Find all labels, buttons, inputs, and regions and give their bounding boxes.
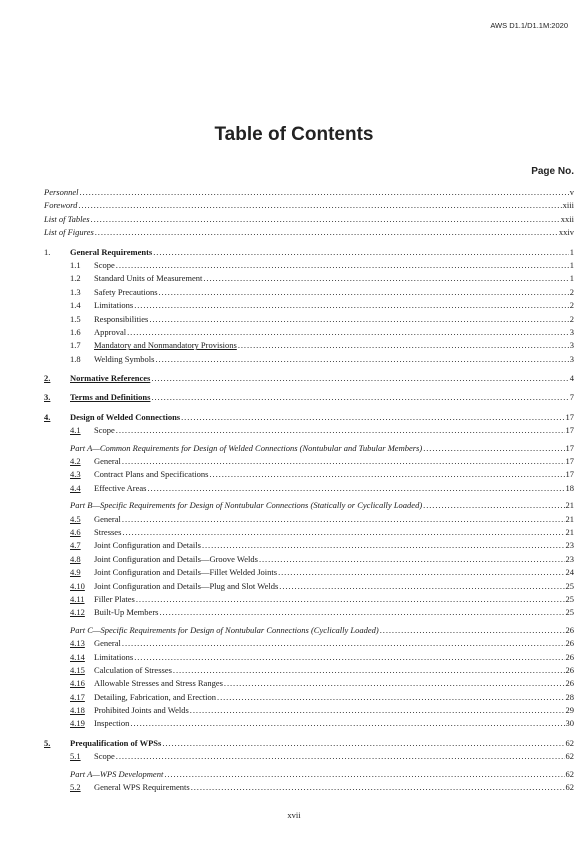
toc-label: Personnel [44,187,79,197]
toc-page: 29 [565,705,574,716]
chapter-number: 3. [44,392,51,403]
chapter-title: Prequalification of WPSs [70,737,162,748]
section-number: 1.6 [70,326,81,337]
toc-label: Joint Configuration and Details [94,540,201,551]
toc-page: 17 [565,442,574,453]
toc-label: Approval [94,326,127,337]
section-number: 4.12 [70,607,85,618]
toc-page: 62 [565,751,574,762]
chapter-number: 1. [44,246,51,257]
section-number: 1.3 [70,286,81,297]
toc-page: 26 [565,638,574,649]
toc-page: 25 [565,593,574,604]
toc-entry[interactable] [44,566,574,579]
section-number: 4.1 [70,425,81,436]
part-title: Part A—WPS Development [70,768,164,779]
section-number: 1.7 [70,340,81,351]
toc-page: 1 [569,246,574,257]
toc-label: General [94,456,121,467]
toc-label: Joint Configuration and Details—Groove Welds [94,553,258,564]
toc-page: 4 [569,373,574,384]
toc-entry[interactable] [44,781,574,794]
toc-page: 28 [565,691,574,702]
section-number: 5.2 [70,782,81,793]
toc-label: Detailing, Fabrication, and Erection [94,691,217,702]
toc-page: xxiv [558,227,574,238]
toc-page: 2 [569,286,574,297]
chapter-number: 2. [44,373,51,384]
toc-entry[interactable] [44,286,574,299]
toc-entry[interactable] [44,186,574,199]
section-number: 4.16 [70,678,85,689]
toc-label: Allowable Stresses and Stress Ranges [94,678,223,689]
section-number: 4.7 [70,540,81,551]
toc-entry[interactable] [44,677,574,690]
toc-entry[interactable] [44,468,574,481]
toc-page: 62 [565,768,574,779]
toc-entry[interactable] [44,482,574,495]
toc-page: 25 [565,607,574,618]
chapter-number: 4. [44,411,51,422]
toc-entry[interactable] [44,353,574,366]
toc-label: Scope [94,425,115,436]
toc-label: Scope [94,259,115,270]
toc-page: 1 [569,273,574,284]
toc-entry[interactable] [44,339,574,352]
toc-page: 1 [569,259,574,270]
section-number: 4.5 [70,513,81,524]
toc-label: Limitations [94,300,134,311]
toc-page: 26 [565,678,574,689]
toc-label: Built-Up Members [94,607,159,618]
toc-label: Mandatory and Nonmandatory Provisions [94,340,237,351]
chapter-title: Design of Welded Connections [70,411,181,422]
part-title: Part B—Specific Requirements for Design of Nontubular Connections (Statically or Cyclically Loaded) [70,500,423,511]
toc-entry[interactable] [44,272,574,285]
toc-label: Filler Plates [94,593,135,604]
toc-entry[interactable] [44,299,574,312]
section-number: 4.13 [70,638,85,649]
toc-label: General WPS Requirements [94,782,190,793]
section-number: 1.5 [70,313,81,324]
running-header: AWS D1.1/D1.1M:2020 [490,21,568,30]
toc-page: 3 [569,353,574,364]
toc-page: 21 [565,513,574,524]
section-number: 1.4 [70,300,81,311]
toc-label: Foreword [44,200,78,211]
toc-page: 7 [569,392,574,403]
toc-label: Welding Symbols [94,353,155,364]
toc-page: 62 [565,782,574,793]
toc-entry[interactable] [44,259,574,272]
toc-page: 17 [565,411,574,422]
toc-entry[interactable] [44,226,574,239]
section-number: 4.4 [70,482,81,493]
toc-page: 21 [565,500,574,511]
toc-entry[interactable] [44,717,574,730]
toc-entry[interactable] [44,213,574,226]
toc-chapter[interactable] [44,246,574,259]
toc-entry[interactable] [44,199,574,212]
toc-entry[interactable] [44,580,574,593]
chapter-title: Normative References [70,373,151,384]
toc-page: 2 [569,313,574,324]
toc-page: 3 [569,340,574,351]
chapter-number: 5. [44,737,51,748]
toc-entry[interactable] [44,664,574,677]
page-title: Table of Contents [214,124,374,145]
toc-label: Stresses [94,526,122,537]
toc-page: 26 [565,624,574,635]
section-number: 4.14 [70,651,85,662]
chapter-title: Terms and Definitions [70,392,151,403]
toc-page: 62 [565,737,574,748]
section-number: 1.8 [70,353,81,364]
toc-label: Calculation of Stresses [94,664,172,675]
section-number: 4.6 [70,526,81,537]
toc-entry[interactable] [44,691,574,704]
toc-label: Limitations [94,651,134,662]
page-no-label: Page No. [531,166,574,177]
toc-entry[interactable] [44,455,574,468]
toc-label: Joint Configuration and Details—Fillet Welded Joints [94,567,278,578]
section-number: 4.11 [70,593,85,604]
section-number: 1.2 [70,273,81,284]
toc-label: General [94,513,121,524]
section-number: 4.19 [70,718,85,729]
toc-page: v [569,187,574,197]
section-number: 4.3 [70,469,81,480]
toc-chapter[interactable] [44,411,574,424]
toc-entry[interactable] [44,553,574,566]
toc-entry[interactable] [44,637,574,650]
toc-label: Scope [94,751,115,762]
toc-entry[interactable] [44,750,574,763]
toc-entry[interactable] [44,704,574,717]
toc-page: 17 [565,425,574,436]
page-footer-number: xvii [287,810,301,820]
toc-label: Responsibilities [94,313,149,324]
toc-page: 3 [569,326,574,337]
toc-page: 26 [565,664,574,675]
toc-chapter[interactable] [44,391,574,404]
toc-label: Contract Plans and Specifications [94,469,209,480]
toc-label: List of Figures [44,227,94,238]
toc-entry[interactable] [44,593,574,606]
toc-entry[interactable] [44,651,574,664]
section-number: 4.10 [70,580,85,591]
toc-page: xxii [560,213,574,224]
toc-page: 23 [565,540,574,551]
toc-page: 17 [565,469,574,480]
part-title: Part A—Common Requirements for Design of Welded Connections (Nontubular and Tubular Members) [70,442,423,453]
toc-label: Safety Precautions [94,286,158,297]
toc-page: 23 [565,553,574,564]
toc-entry[interactable] [44,424,574,437]
toc-label: General [94,638,121,649]
toc-entry[interactable] [44,606,574,619]
toc-page: 21 [565,526,574,537]
toc-entry[interactable] [44,539,574,552]
section-number: 4.18 [70,705,85,716]
section-number: 5.1 [70,751,81,762]
toc-part[interactable] [44,768,574,781]
toc-page: 24 [565,567,574,578]
toc-page: 30 [565,718,574,729]
toc-label: Joint Configuration and Details—Plug and Slot Welds [94,580,279,591]
toc-part[interactable] [44,499,574,512]
toc-part[interactable] [44,442,574,455]
toc-page: 2 [569,300,574,311]
toc-entry[interactable] [44,313,574,326]
toc-label: Effective Areas [94,482,147,493]
section-number: 4.9 [70,567,81,578]
part-title: Part C—Specific Requirements for Design of Nontubular Connections (Cyclically Loaded) [70,624,379,635]
toc-label: Inspection [94,718,130,729]
toc-entry[interactable] [44,513,574,526]
chapter-title: General Requirements [70,246,153,257]
toc-label: Prohibited Joints and Welds [94,705,189,716]
toc-label: List of Tables [44,213,90,224]
section-number: 1.1 [70,259,81,270]
toc-page: 17 [565,456,574,467]
toc-chapter[interactable] [44,372,574,385]
toc-page: 25 [565,580,574,591]
toc-entry[interactable] [44,526,574,539]
toc-page: 18 [565,482,574,493]
toc-part[interactable] [44,624,574,637]
toc-page: xiii [562,200,574,211]
section-number: 4.15 [70,664,85,675]
section-number: 4.8 [70,553,81,564]
toc-chapter[interactable] [44,737,574,750]
toc-page: 26 [565,651,574,662]
section-number: 4.17 [70,691,85,702]
toc-label: Standard Units of Measurement [94,273,203,284]
section-number: 4.2 [70,456,81,467]
toc-entry[interactable] [44,326,574,339]
toc-list [44,186,574,794]
